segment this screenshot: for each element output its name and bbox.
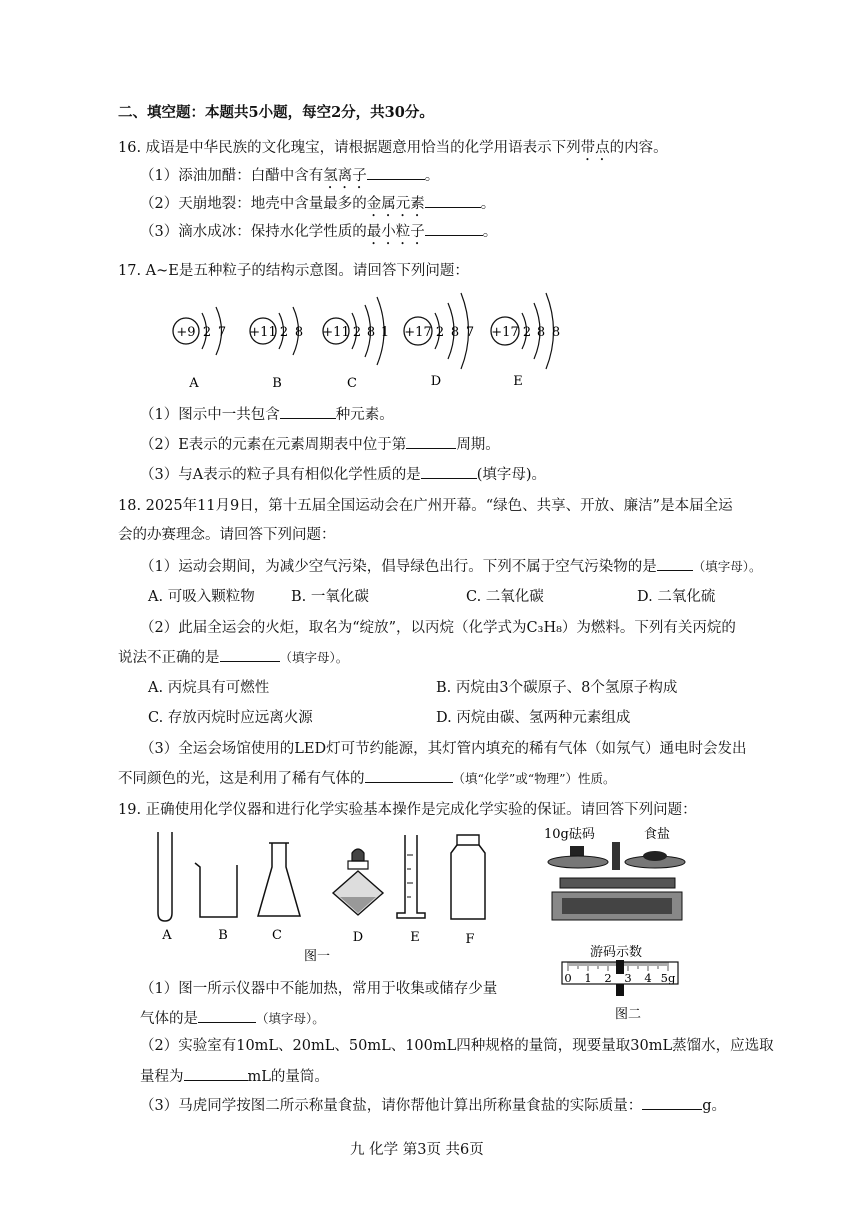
shell-electrons: 8 bbox=[450, 325, 460, 340]
q16-stem-dotted: 带点 bbox=[580, 140, 610, 156]
alcohol-lamp bbox=[333, 849, 383, 945]
q18-p2-option-c[interactable]: C. 存放丙烷时应远离火源 bbox=[148, 710, 313, 726]
conical-flask bbox=[258, 843, 300, 943]
shell-electrons: 2 bbox=[522, 325, 532, 340]
atom-D bbox=[404, 293, 474, 389]
q18-p3-blank[interactable] bbox=[365, 768, 453, 783]
q16-part1 bbox=[140, 165, 439, 192]
scale-number: 0 bbox=[564, 971, 572, 985]
q18-p1-option-c[interactable]: C. 二氧化碳 bbox=[466, 589, 544, 605]
instrument-label: A bbox=[162, 928, 172, 943]
rider-marker[interactable] bbox=[616, 960, 624, 974]
nucleus-charge: +17 bbox=[491, 325, 519, 340]
q19-p1-blank[interactable] bbox=[198, 1008, 256, 1023]
shell-electrons: 8 bbox=[366, 325, 376, 340]
q19-part1-line2 bbox=[140, 1008, 325, 1029]
bottle-body bbox=[451, 845, 485, 919]
q16-p3-blank[interactable] bbox=[425, 221, 483, 236]
bottle-mouth bbox=[457, 835, 479, 845]
lamp-fuel bbox=[340, 897, 376, 913]
q19-p2-blank[interactable] bbox=[184, 1066, 248, 1081]
q18-part3-line1: （3）全运会场馆使用的LED灯可节约能源，其灯管内填充的稀有气体（如氖气）通电时会发出 bbox=[140, 741, 747, 757]
shell-electrons: 7 bbox=[217, 325, 227, 340]
q17-p2-text: （2）E表示的元素在元素周期表中位于第 bbox=[140, 437, 407, 453]
q18-p2-option-a[interactable]: A. 丙烷具有可燃性 bbox=[148, 680, 270, 696]
q16-p2-end: 。 bbox=[480, 196, 496, 212]
test-tube-outline bbox=[158, 832, 172, 921]
q16-p3-text: （3）滴水成冰：保持水化学性质的 bbox=[140, 224, 367, 240]
lamp-neck bbox=[348, 861, 368, 869]
rider-scale bbox=[562, 960, 678, 996]
q17-part2 bbox=[140, 434, 500, 455]
q17-p1-blank[interactable] bbox=[280, 404, 336, 419]
shell-electrons: 8 bbox=[536, 325, 546, 340]
q18-part2-line1: （2）此届全运会的火炬，取名为“绽放”，以丙烷（化学式为C₃H₈）为燃料。下列有关丙烷的 bbox=[140, 620, 736, 636]
shell-electrons: 2 bbox=[202, 325, 212, 340]
left-pan bbox=[548, 856, 608, 868]
salt-pile bbox=[643, 851, 667, 861]
page-footer: 九 化学 第3页 共6页 bbox=[350, 1142, 484, 1158]
q18-stem-line1: 18. 2025年11月9日，第十五届全国运动会在广州开幕。“绿色、共享、开放、廉洁”是本届全运 bbox=[118, 498, 733, 514]
scale-number: 2 bbox=[604, 971, 612, 985]
q16-part2 bbox=[140, 193, 495, 220]
q16-stem bbox=[118, 138, 668, 164]
cylinder-outline bbox=[397, 835, 425, 918]
rider-label: 游码示数 bbox=[590, 945, 643, 960]
q19-p2-end: mL的量筒。 bbox=[247, 1069, 329, 1085]
scale-number: 4 bbox=[644, 971, 652, 985]
q17-part1 bbox=[140, 404, 394, 425]
shell-electrons: 7 bbox=[465, 325, 475, 340]
shell-electrons: 8 bbox=[294, 325, 304, 340]
pointer-post bbox=[612, 842, 620, 870]
q18-p1-option-b[interactable]: B. 一氧化碳 bbox=[291, 589, 369, 605]
instrument-label: B bbox=[218, 928, 228, 943]
q18-p1-end: （填字母）。 bbox=[692, 559, 762, 574]
q16-part3 bbox=[140, 221, 497, 248]
atom-E bbox=[491, 293, 560, 389]
q18-part2-line2 bbox=[118, 647, 348, 668]
q17-p1-text: （1）图示中一共包含 bbox=[140, 407, 280, 423]
q16-p1-text: （1）添油加醋：白醋中含有 bbox=[140, 168, 324, 184]
nucleus-charge: +9 bbox=[176, 325, 196, 340]
flask-outline bbox=[258, 843, 300, 916]
q19-p3-blank[interactable] bbox=[642, 1095, 702, 1110]
q17-part3 bbox=[140, 464, 546, 485]
figure-1-caption: 图一 bbox=[303, 949, 331, 964]
q18-p1-text: （1）运动会期间，为减少空气污染，倡导绿色出行。下列不属于空气污染物的是 bbox=[140, 559, 657, 575]
q16-p2-blank[interactable] bbox=[425, 193, 481, 208]
q17-stem: 17. A~E是五种粒子的结构示意图。请回答下列问题： bbox=[118, 263, 469, 279]
atom-C bbox=[322, 297, 389, 391]
q19-part1-line1: （1）图一所示仪器中不能加热，常用于收集或储存少量 bbox=[140, 981, 498, 997]
q19-p3-text: （3）马虎同学按图二所示称量食盐，请你帮他计算出所称量食盐的实际质量： bbox=[140, 1098, 643, 1114]
q17-p2-blank[interactable] bbox=[406, 434, 456, 449]
q18-p3-end: （填“化学”或“物理”）性质。 bbox=[452, 771, 616, 786]
nucleus-charge: +11 bbox=[249, 325, 277, 340]
nucleus-charge: +17 bbox=[404, 325, 432, 340]
q19-p1-text: 气体的是 bbox=[140, 1011, 198, 1027]
graduated-cylinder bbox=[397, 835, 425, 945]
beaker-outline bbox=[195, 863, 237, 917]
q19-stem: 19. 正确使用化学仪器和进行化学实验基本操作是完成化学实验的保证。请回答下列问题： bbox=[118, 802, 697, 818]
q18-p2-option-d[interactable]: D. 丙烷由碳、氢两种元素组成 bbox=[436, 710, 631, 726]
shell-electrons: 1 bbox=[380, 325, 390, 340]
q18-p1-blank[interactable] bbox=[657, 556, 693, 571]
rider-marker-lower bbox=[616, 984, 624, 996]
q18-p2-option-b[interactable]: B. 丙烷由3个碳原子、8个氢原子构成 bbox=[436, 680, 678, 696]
atom-label: B bbox=[272, 376, 282, 391]
nucleus-charge: +11 bbox=[322, 325, 350, 340]
q18-part1 bbox=[140, 556, 762, 577]
q16-p3-dotted: 最小粒子 bbox=[366, 224, 425, 240]
section-header: 二、填空题：本题共5小题，每空2分，共30分。 bbox=[118, 104, 434, 121]
q18-p3-text: 不同颜色的光，这是利用了稀有气体的 bbox=[118, 771, 365, 787]
atom-label: C bbox=[347, 376, 357, 391]
atom-structure-diagrams bbox=[160, 285, 580, 395]
figure-2-caption: 图二 bbox=[614, 1007, 642, 1022]
q17-p1-end: 种元素。 bbox=[335, 407, 394, 423]
q16-p1-dotted: 氢离子 bbox=[323, 168, 367, 184]
base-panel bbox=[562, 898, 672, 914]
q19-p2-text: 量程为 bbox=[140, 1069, 184, 1085]
shell-electrons: 2 bbox=[352, 325, 362, 340]
scale-number: 5g bbox=[660, 971, 676, 985]
q16-p3-end: 。 bbox=[482, 224, 498, 240]
instrument-label: E bbox=[410, 930, 420, 945]
q17-p2-end: 周期。 bbox=[456, 437, 500, 453]
figure-2-balance bbox=[540, 820, 700, 1030]
q18-part3-line2 bbox=[118, 768, 616, 789]
q16-p2-dotted: 金属元素 bbox=[366, 196, 425, 212]
q18-p1-option-d[interactable]: D. 二氧化硫 bbox=[637, 589, 716, 605]
scale-number: 3 bbox=[624, 971, 632, 985]
q18-p2-end: （填字母）。 bbox=[279, 650, 349, 665]
shell-electrons: 2 bbox=[279, 325, 289, 340]
q16-p1-blank[interactable] bbox=[367, 165, 425, 180]
salt-label: 食盐 bbox=[644, 827, 671, 842]
q16-p2-text: （2）天崩地裂：地壳中含量最多的 bbox=[140, 196, 367, 212]
q16-stem-end: 的内容。 bbox=[609, 140, 668, 156]
lamp-cap bbox=[352, 849, 364, 861]
q16-p1-end: 。 bbox=[424, 168, 440, 184]
q19-p1-end: （填字母）。 bbox=[256, 1011, 325, 1026]
q16-stem-text: 16. 成语是中华民族的文化瑰宝，请根据题意用恰当的化学用语表示下列 bbox=[118, 140, 581, 156]
weight-block bbox=[570, 846, 584, 856]
test-tube bbox=[158, 832, 172, 943]
q17-p3-end: (填字母)。 bbox=[476, 467, 547, 483]
balance-beam bbox=[560, 878, 675, 888]
scale-number: 1 bbox=[584, 971, 592, 985]
instrument-label: F bbox=[465, 932, 475, 947]
cylinder-markings bbox=[407, 855, 413, 897]
weight-label: 10g砝码 bbox=[544, 827, 595, 842]
atom-A bbox=[173, 307, 226, 391]
gas-bottle bbox=[451, 835, 485, 947]
instrument-label: D bbox=[352, 930, 364, 945]
q17-p3-text: （3）与A表示的粒子具有相似化学性质的是 bbox=[140, 467, 421, 483]
q17-p3-blank[interactable] bbox=[421, 464, 477, 479]
q18-p2-text: 说法不正确的是 bbox=[118, 650, 220, 666]
shell-electrons: 8 bbox=[551, 325, 561, 340]
q19-p3-end: g。 bbox=[702, 1098, 727, 1114]
atom-label: E bbox=[513, 374, 523, 389]
q18-p1-option-a[interactable]: A. 可吸入颗粒物 bbox=[148, 589, 255, 605]
atom-label: D bbox=[430, 374, 442, 389]
instrument-label: C bbox=[272, 928, 282, 943]
atom-B bbox=[249, 307, 303, 391]
q18-stem-line2: 会的办赛理念。请回答下列问题： bbox=[118, 527, 336, 543]
q18-p2-blank[interactable] bbox=[220, 647, 280, 662]
figure-1-lab-instruments bbox=[145, 825, 505, 965]
shell-electrons: 2 bbox=[435, 325, 445, 340]
atom-label: A bbox=[189, 376, 199, 391]
beaker bbox=[195, 863, 237, 943]
q19-part2-line2 bbox=[140, 1066, 329, 1087]
q19-part2-line1: （2）实验室有10mL、20mL、50mL、100mL四种规格的量筒，现要量取30mL蒸馏水，应选取 bbox=[140, 1038, 774, 1054]
q19-part3 bbox=[140, 1095, 726, 1116]
